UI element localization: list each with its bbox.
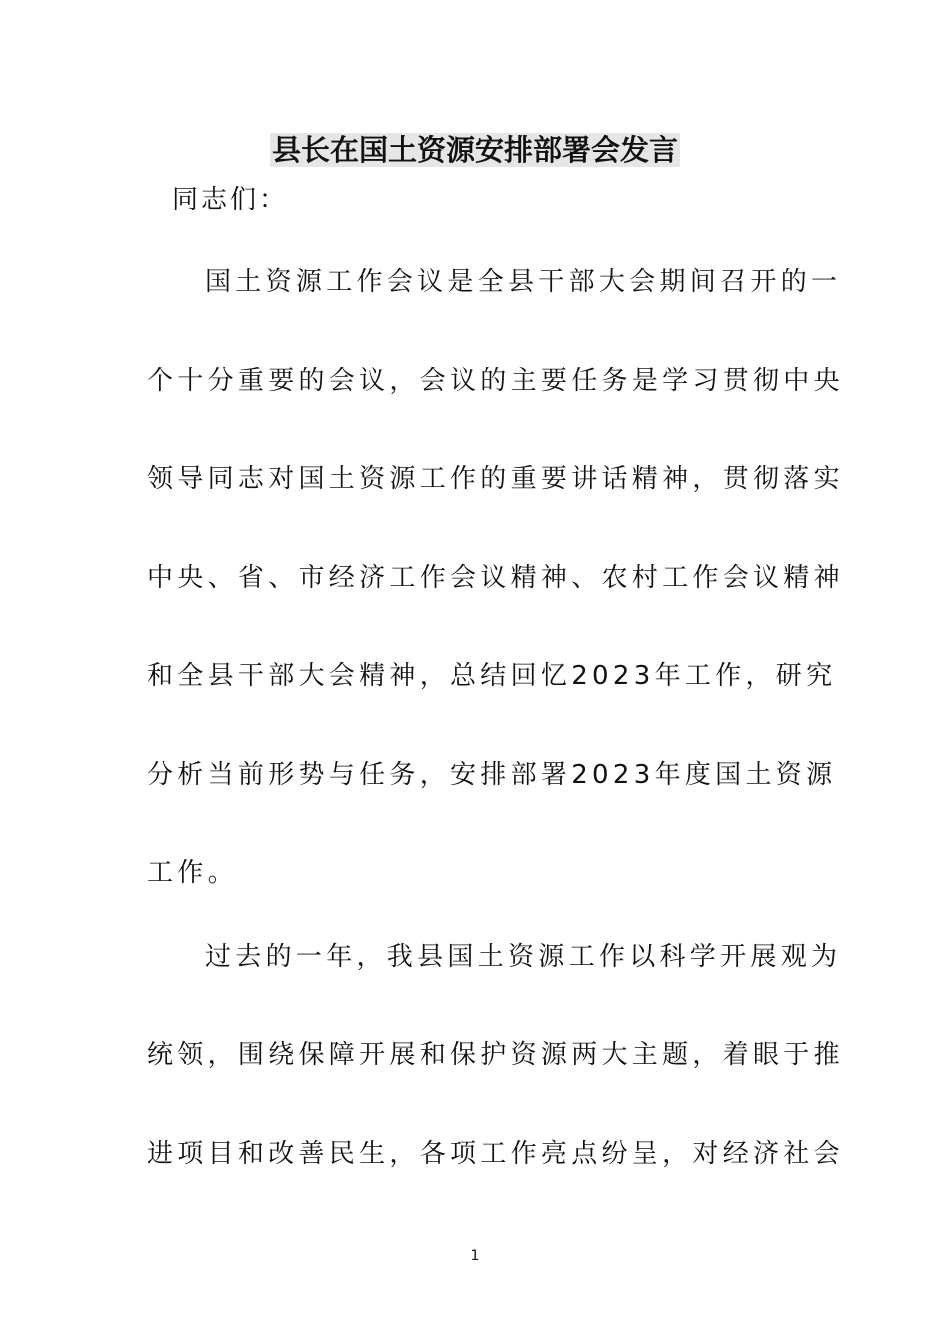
paragraph-line: 统领，围绕保障开展和保护资源两大主题，着眼于推 [147,1040,844,1070]
paragraph-line: 过去的一年，我县国土资源工作以科学开展观为 [205,942,842,972]
title-text: 县长在国土资源安排部署会发言 [271,133,678,167]
paragraph-line: 国土资源工作会议是全县干部大会期间召开的一 [205,267,842,297]
page-number: 1 [470,1248,480,1264]
paragraph-line: 工作。 [147,858,238,888]
salutation: 同志们： [172,185,289,215]
paragraph-line: 中央、省、市经济工作会议精神、农村工作会议精神 [147,563,844,593]
paragraph-line: 分析当前形势与任务，安排部署2023年度国土资源 [147,760,837,790]
paragraph-line: 和全县干部大会精神，总结回忆2023年工作，研究 [147,661,837,691]
paragraph-line: 个十分重要的会议，会议的主要任务是学习贯彻中央 [147,366,844,396]
paragraph-line: 领导同志对国土资源工作的重要讲话精神，贯彻落实 [147,464,844,494]
paragraph-line: 进项目和改善民生，各项工作亮点纷呈，对经济社会 [147,1139,844,1169]
document-title [0,128,950,172]
